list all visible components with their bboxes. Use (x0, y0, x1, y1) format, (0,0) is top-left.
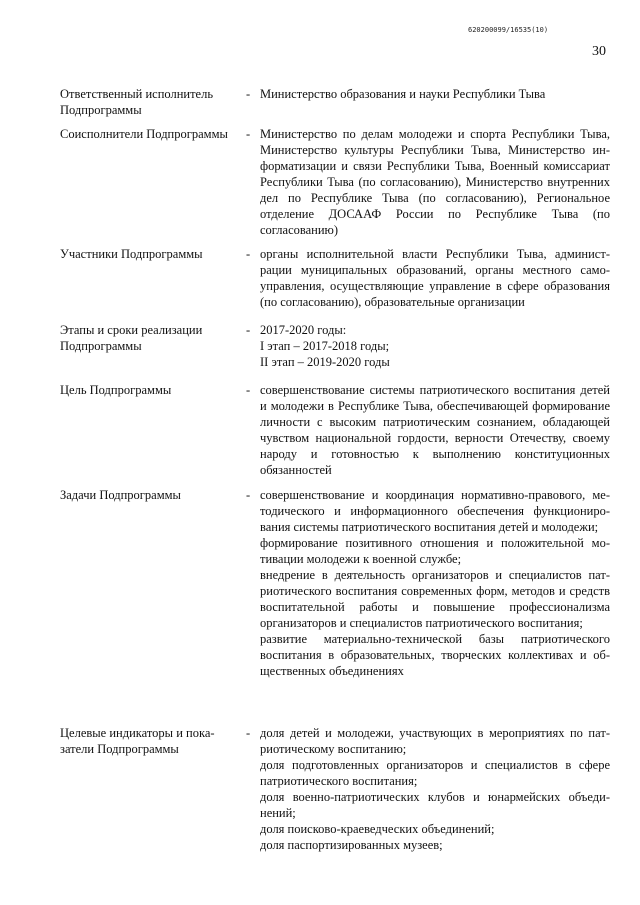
content-line: II этап – 2019-2020 годы (260, 355, 390, 369)
content-line: формирование позитивного отношения и положительной мотивации молодежи к военной службе; (260, 536, 610, 566)
row-content (260, 86, 610, 102)
content-line: органы исполнительной власти Республики Тыва, администрации муниципальных образований, органы местного самоуправления, осуществляющие управление в сфере образования (по согласованию), образовательные организации (260, 247, 610, 309)
content-line: Министерство по делам молодежи и спорта Республики Тыва, Министерство культуры Республики Тыва, Министерство информатизации и связи Республики Тыва, Военный комиссариат Республики Тыва (по согласованию), Министерство внутренних дел по Республике Тыва (по согласованию), Региональное отделение ДОСААФ России по Республике Тыва (по согласованию) (260, 127, 610, 237)
content-line: доля подготовленных организаторов и специалистов в сфере патриотического воспитания; (260, 758, 610, 788)
row-dash: - (246, 87, 251, 101)
row-dash: - (246, 323, 251, 337)
content-line: доля военно-патриотических клубов и юнармейских объединений; (260, 790, 610, 820)
page-number: 30 (592, 44, 606, 59)
row-label: Соисполнители Подпрограммы (60, 127, 228, 141)
document-code: 620200099/16535(10) (468, 26, 549, 34)
row-content (260, 725, 610, 853)
row-content (260, 126, 610, 238)
row-label: Участники Подпрограммы (60, 247, 203, 261)
content-line: доля паспортизированных музеев; (260, 838, 443, 852)
row-dash: - (246, 127, 251, 141)
row-label: Цель Подпрограммы (60, 383, 172, 397)
content-line: совершенствование и координация нормативно-правового, методического и информационного обеспечения функционирования системы патриотического воспитания детей и молодежи; (260, 488, 610, 534)
content-line: развитие материально-технической базы патриотического воспитания в образовательных, творческих коллективах и общественных объединениях (260, 632, 610, 678)
row-label: Ответственный исполнитель Подпрограммы (60, 87, 214, 117)
row-content (260, 322, 610, 370)
row-label: Задачи Подпрограммы (60, 488, 181, 502)
row-label: Целевые индикаторы и показатели Подпрограммы (60, 726, 215, 756)
row-dash: - (246, 247, 251, 261)
content-line: 2017-2020 годы: (260, 323, 347, 337)
row-dash: - (246, 726, 251, 740)
row-content (260, 487, 610, 679)
content-line: совершенствование системы патриотического воспитания детей и молодежи в Республике Тыва, обеспечивающей формирование личности с высоким патриотическим сознанием, обладающей чувством национальной гордости, верности Отечеству, своему народу и готовностью к выполнению конституционных обязанностей (260, 383, 610, 477)
row-dash: - (246, 488, 251, 502)
content-line: доля детей и молодежи, участвующих в мероприятиях по патриотическому воспитанию; (260, 726, 610, 756)
row-label: Этапы и сроки реализации Подпрограммы (60, 323, 203, 353)
content-line: внедрение в деятельность организаторов и специалистов патриотического воспитания современных форм, методов и средств воспитательной работы и повышение профессионализма организаторов и специалистов патриотического воспитания; (260, 568, 610, 630)
row-content (260, 382, 610, 478)
content-line: Министерство образования и науки Республики Тыва (260, 87, 546, 101)
content-line: I этап – 2017-2018 годы; (260, 339, 390, 353)
row-dash: - (246, 383, 251, 397)
row-content (260, 246, 610, 310)
content-line: доля поисково-краеведческих объединений; (260, 822, 495, 836)
